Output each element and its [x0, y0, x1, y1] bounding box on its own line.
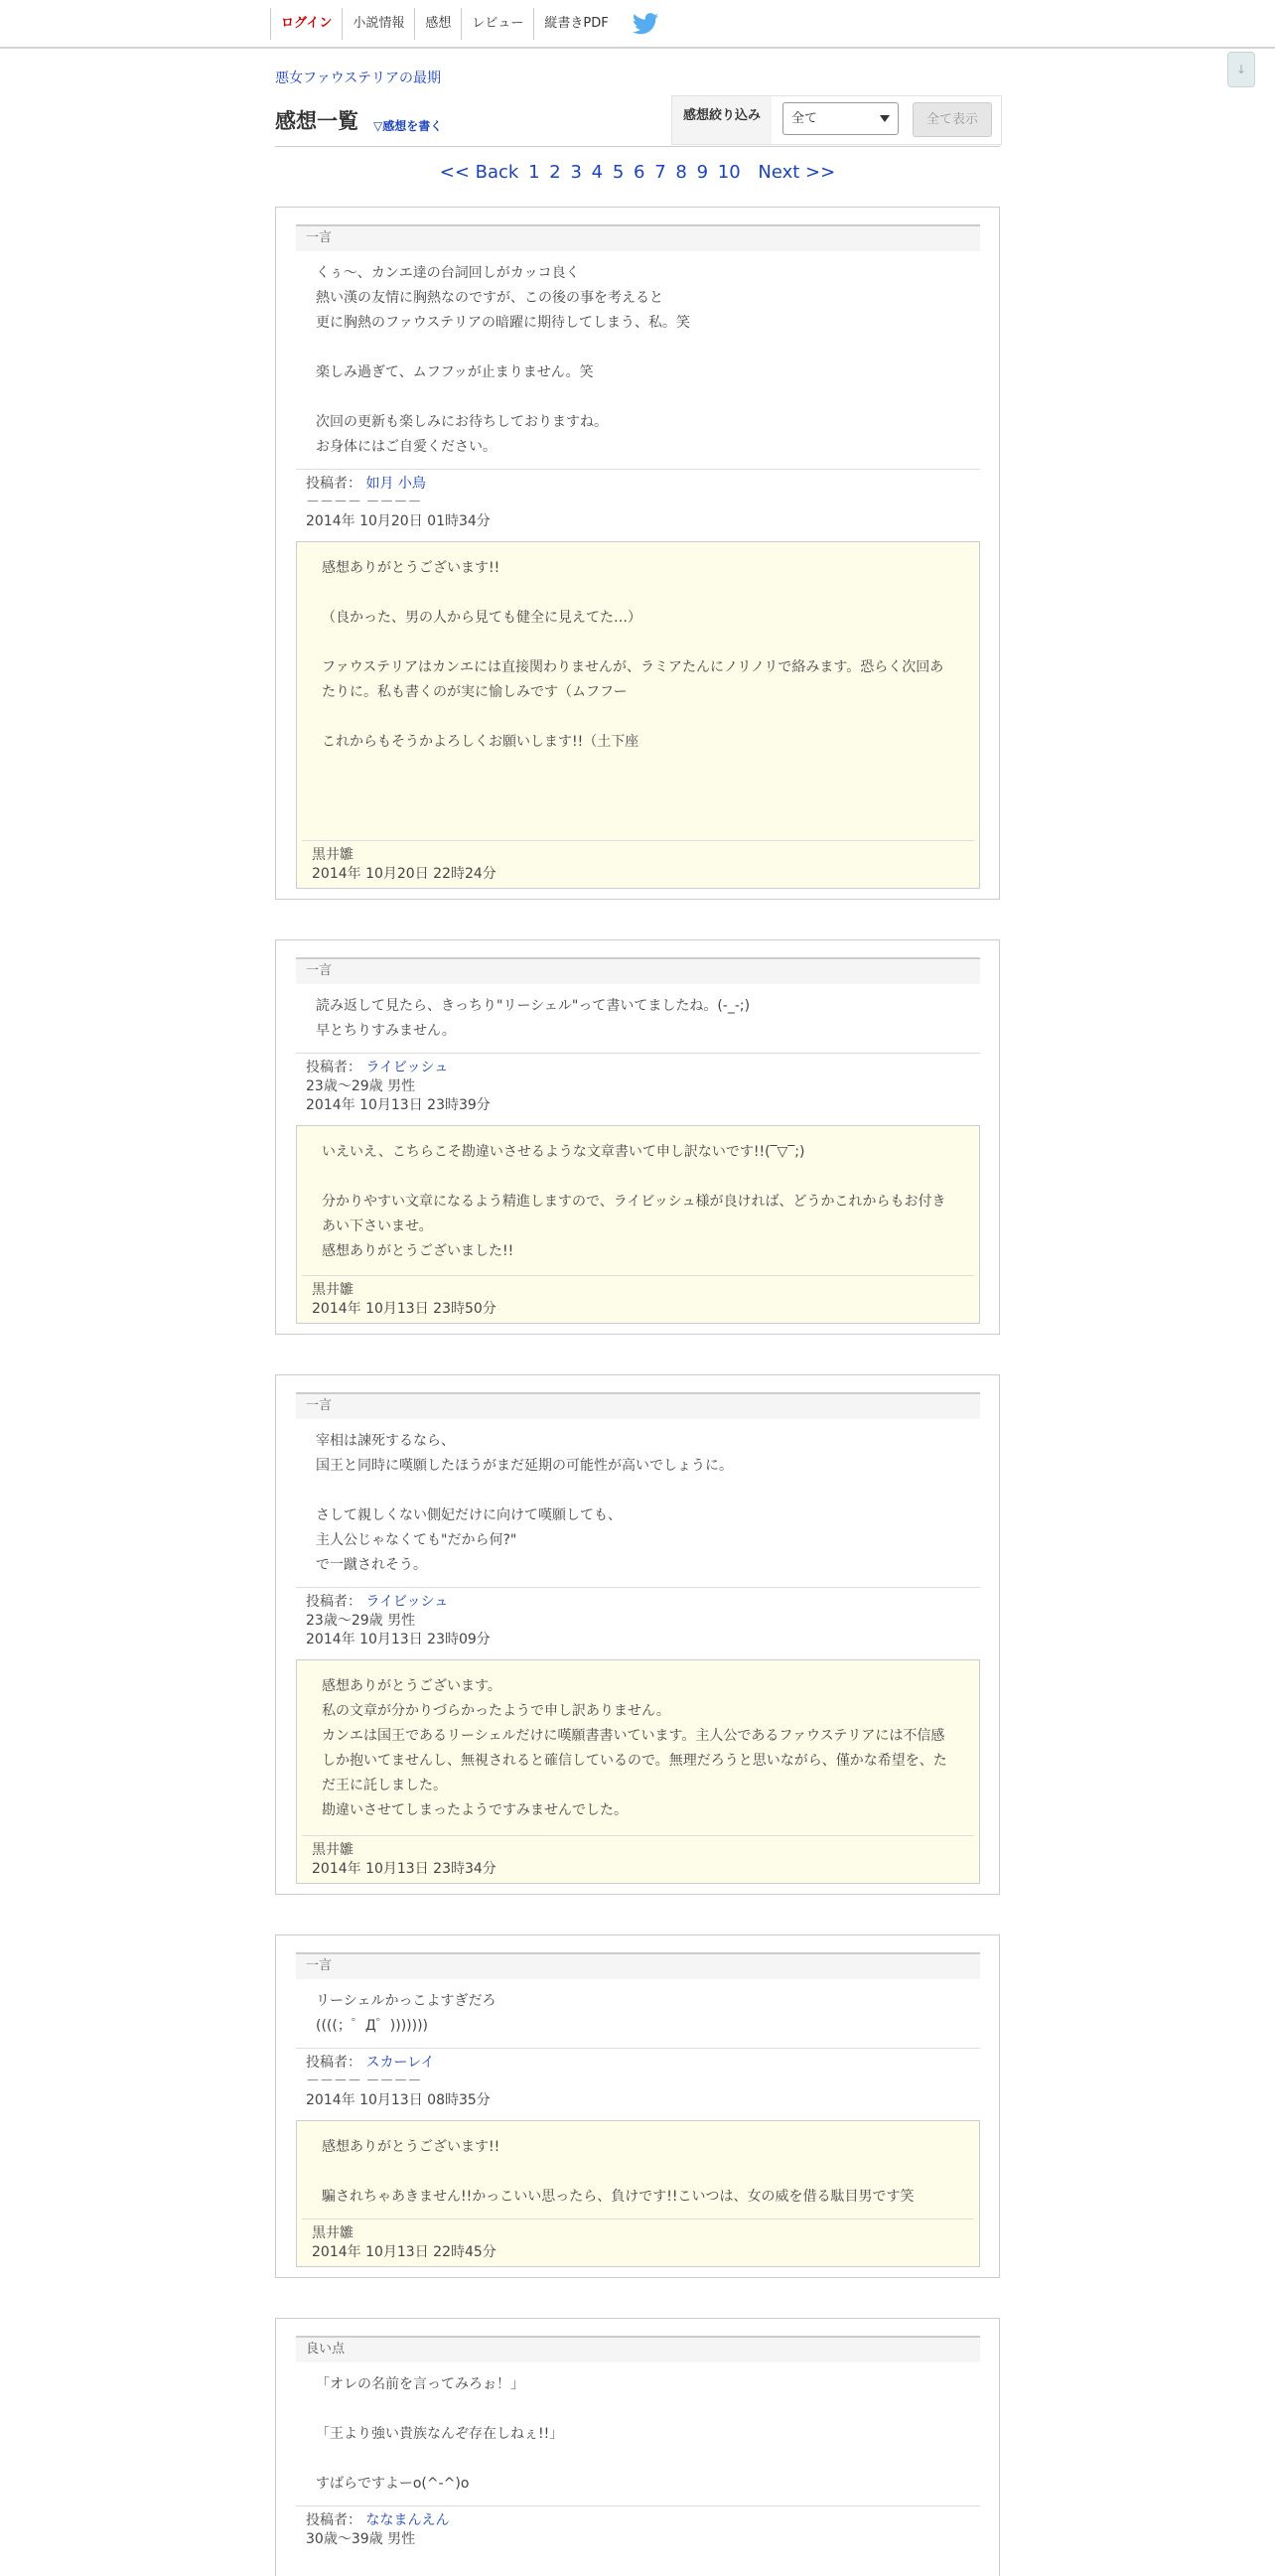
reply-body: [322, 1674, 957, 1823]
reply-info: [312, 846, 496, 884]
reply-line: カンエは国王であるリーシェルだけに嘆願書書いています。主人公であるファウステリアには不信感しか抱いてませんし、無視されると確信しているので。無理だろうと思いながら、僅かな希望を、ただ王に託しました。: [322, 1728, 947, 1793]
body-line: 「オレの名前を言ってみろぉ！」: [316, 2376, 524, 2392]
author-reply: [296, 1125, 980, 1324]
pager-page-3[interactable]: 3: [570, 162, 582, 183]
reply-line: 感想ありがとうございます。: [322, 1678, 501, 1694]
author-info: [306, 475, 491, 531]
body-line: 「王より強い貴族なんぞ存在しねぇ!!」: [316, 2426, 564, 2442]
author-divider: [296, 2048, 980, 2049]
impression-body: [316, 1989, 971, 2039]
body-line: 早とちりすみません。: [316, 1023, 456, 1039]
twitter-bird-icon[interactable]: [633, 13, 658, 35]
reply-divider: [302, 1275, 974, 1276]
reply-date: 2014年 10月20日 22時24分: [312, 866, 496, 882]
impression-card: [275, 1934, 1000, 2278]
body-line: ((((；゜Д゜))))))): [316, 2018, 429, 2034]
body-line: 国王と同時に嘆願したほうがまだ延期の可能性が高いでしょうに。: [316, 1458, 733, 1474]
reply-divider: [302, 1835, 974, 1836]
filter-selected-value: 全て: [791, 111, 818, 126]
post-date: 2014年 10月13日 23時09分: [306, 1632, 491, 1647]
author-link[interactable]: 如月 小鳥: [365, 476, 426, 492]
reply-line: [322, 1165, 957, 1190]
pager-page-9[interactable]: 9: [696, 162, 709, 183]
author-info: [306, 1593, 491, 1649]
header-divider: [275, 146, 1000, 147]
pager-page-7[interactable]: 7: [654, 162, 666, 183]
reply-line: 分かりやすい文章になるよう精進しますので、ライビッシュ様が良ければ、どうかこれからもお付きあい下さいませ。: [322, 1194, 946, 1234]
author-link[interactable]: ライビッシュ: [365, 1060, 449, 1075]
body-line: お身体にはご自愛ください。: [316, 439, 496, 455]
author-profile: －－－－ －－－－: [306, 495, 422, 510]
reply-line: [322, 631, 957, 655]
reply-info: [312, 1841, 496, 1879]
body-line: くぅ〜、カンエ達の台詞回しがカッコ良く: [316, 265, 580, 281]
body-line: [316, 2397, 971, 2422]
body-line: 宰相は諫死するなら、: [316, 1433, 455, 1449]
author-info: [306, 2054, 491, 2110]
pager-page-10[interactable]: 10: [717, 162, 741, 183]
pager-page-4[interactable]: 4: [591, 162, 604, 183]
author-reply: [296, 2120, 980, 2267]
body-line: リーシェルかっこよすぎだろ: [316, 1993, 496, 2009]
pager-back[interactable]: << Back: [439, 162, 519, 183]
reply-body: [322, 1140, 957, 1264]
author-profile: 23歳～29歳 男性: [306, 1613, 416, 1629]
author-label: 投稿者：: [306, 476, 361, 492]
reply-author: 黒井雛: [312, 2225, 354, 2241]
reply-info: [312, 2224, 496, 2262]
author-divider: [296, 469, 980, 470]
nav-vertical-pdf[interactable]: 縦書きPDF: [544, 16, 609, 31]
post-date: 2014年 10月20日 01時34分: [306, 513, 491, 529]
filter-select[interactable]: [782, 102, 899, 135]
nav-novel-info[interactable]: 小説情報: [343, 8, 415, 40]
author-label: 投稿者：: [306, 2512, 361, 2528]
chevron-down-icon: [880, 115, 890, 122]
novel-title-link[interactable]: 悪女ファウステリアの最期: [275, 71, 442, 86]
impression-filter: [671, 95, 1002, 145]
author-divider: [296, 1587, 980, 1588]
reply-line: 感想ありがとうございます!!: [322, 2139, 500, 2155]
reply-body: [322, 556, 957, 755]
reply-line: [322, 581, 957, 606]
nav-login[interactable]: ログイン: [270, 8, 343, 40]
reply-line: 騙されちゃあきません!!かっこいい思ったら、負けです!!こいつは、女の威を借る駄目男です笑: [322, 2189, 915, 2205]
author-link[interactable]: ライビッシュ: [365, 1594, 449, 1610]
reply-line: （良かった、男の人から見ても健全に見えてた…）: [322, 610, 641, 626]
reply-line: ファウステリアはカンエには直接関わりませんが、ラミアたんにノリノリで絡みます。恐らく次回あたりに。私も書くのが実に愉しみです（ムフフー: [322, 659, 944, 700]
reply-line: [322, 2160, 957, 2185]
impression-card: [275, 207, 1000, 900]
impression-card: [275, 939, 1000, 1335]
impression-category: 一言: [296, 224, 980, 251]
top-nav: [0, 0, 1275, 49]
reply-line: [322, 705, 957, 730]
impression-body: [316, 994, 971, 1044]
reply-line: これからもそうかよろしくお願いします!!（土下座: [322, 734, 639, 750]
author-profile: 23歳～29歳 男性: [306, 1078, 416, 1094]
body-line: 楽しみ過ぎて、ムフフッが止まりません。笑: [316, 364, 594, 380]
pagination: [275, 162, 1000, 183]
author-reply: [296, 541, 980, 889]
pager-next[interactable]: Next >>: [758, 162, 836, 183]
reply-line: 私の文章が分かりづらかったようで申し訳ありません。: [322, 1703, 670, 1719]
impression-category: 一言: [296, 1952, 980, 1979]
pager-page-2[interactable]: 2: [549, 162, 561, 183]
post-date: 2014年 10月13日 08時35分: [306, 2092, 491, 2108]
author-label: 投稿者：: [306, 1060, 361, 1075]
impression-category: 一言: [296, 1392, 980, 1419]
write-impression-link[interactable]: ▽感想を書く: [373, 119, 443, 133]
author-profile: －－－－ －－－－: [306, 2074, 422, 2089]
body-line: すばらですよーo(^-^)o: [316, 2476, 470, 2492]
author-divider: [296, 2505, 980, 2506]
impression-category: 一言: [296, 957, 980, 984]
reply-author: 黒井雛: [312, 1282, 354, 1298]
author-label: 投稿者：: [306, 2055, 361, 2071]
reply-date: 2014年 10月13日 23時34分: [312, 1861, 496, 1877]
author-label: 投稿者：: [306, 1594, 361, 1610]
pager-page-8[interactable]: 8: [675, 162, 687, 183]
page-title: 感想一覧: [275, 109, 358, 133]
post-date: 2014年 10月13日 23時39分: [306, 1097, 491, 1113]
pager-page-1[interactable]: 1: [528, 162, 540, 183]
scroll-down-button[interactable]: ↓: [1227, 52, 1255, 87]
impression-card: [275, 1374, 1000, 1895]
body-line: 読み返して見たら、きっちり"リーシェル"って書いてましたね。(-_-;): [316, 998, 751, 1014]
reply-line: 勘違いさせてしまったようですみませんでした。: [322, 1802, 628, 1818]
reply-date: 2014年 10月13日 23時50分: [312, 1301, 496, 1317]
pager-page-6[interactable]: 6: [634, 162, 645, 183]
filter-label: 感想絞り込み: [683, 108, 762, 123]
nav-reviews[interactable]: レビュー: [462, 8, 534, 40]
impression-category: 良い点: [296, 2336, 980, 2362]
author-profile: 30歳～39歳 男性: [306, 2531, 416, 2547]
impression-body: [316, 2372, 971, 2497]
author-link[interactable]: ななまんえん: [365, 2512, 450, 2528]
body-line: [316, 2447, 971, 2472]
reply-date: 2014年 10月13日 22時45分: [312, 2244, 496, 2260]
body-line: 更に胸熱のファウステリアの暗躍に期待してしまう、私。笑: [316, 315, 691, 331]
reply-body: [322, 2135, 957, 2210]
reply-line: 感想ありがとうございます!!: [322, 560, 500, 576]
show-all-button[interactable]: 全て表示: [913, 102, 992, 137]
body-line: 主人公じゃなくても"だから何?": [316, 1532, 517, 1548]
body-line: [316, 385, 971, 410]
impression-body: [316, 1429, 971, 1578]
author-link[interactable]: スカーレイ: [365, 2055, 435, 2071]
author-info: [306, 2511, 449, 2549]
impression-body: [316, 261, 971, 460]
filter-controls: [772, 96, 1001, 144]
nav-impressions[interactable]: 感想: [415, 8, 462, 40]
reply-divider: [302, 2218, 974, 2219]
reply-line: 感想ありがとうございました!!: [322, 1243, 514, 1259]
body-line: さして親しくない側妃だけに向けて嘆願しても、: [316, 1507, 622, 1523]
author-divider: [296, 1053, 980, 1054]
body-line: で一蹴されそう。: [316, 1557, 427, 1573]
nav-menu: [270, 8, 658, 40]
pager-page-5[interactable]: 5: [612, 162, 625, 183]
author-info: [306, 1059, 491, 1115]
body-line: 熱い漢の友情に胸熱なのですが、この後の事を考えると: [316, 290, 663, 306]
reply-divider: [302, 840, 974, 841]
body-line: [316, 1479, 971, 1503]
reply-author: 黒井雛: [312, 847, 354, 863]
reply-author: 黒井雛: [312, 1842, 354, 1858]
author-reply: [296, 1659, 980, 1884]
body-line: 次回の更新も楽しみにお待ちしておりますね。: [316, 414, 608, 430]
body-line: [316, 336, 971, 360]
reply-info: [312, 1281, 496, 1319]
impression-card: [275, 2318, 1000, 2576]
reply-line: いえいえ、こちらこそ勘違いさせるような文章書いて申し訳ないです!!(‾▽‾;): [322, 1144, 805, 1160]
